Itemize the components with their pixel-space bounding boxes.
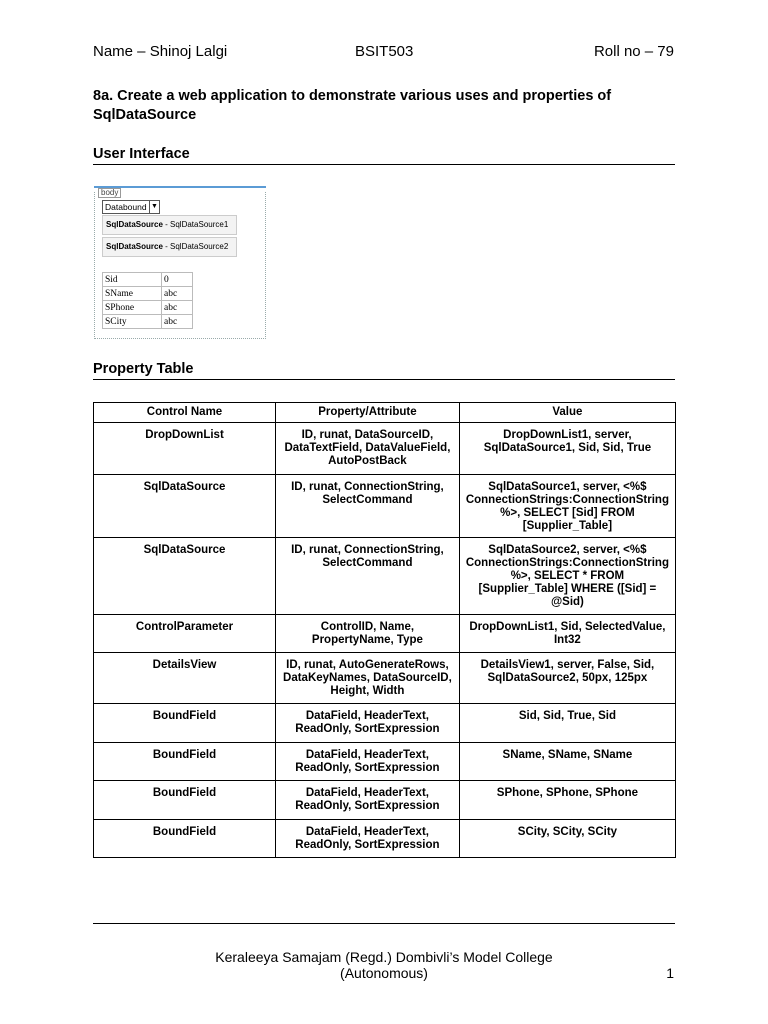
table-row [94,781,676,820]
table-row [94,743,676,781]
cell-property: ID, runat, ConnectionString, SelectCommand [276,538,460,615]
details-row [103,273,193,287]
sds1-label: - SqlDataSource1 [162,220,229,229]
details-row [103,287,193,301]
cell-property: DataField, HeaderText, ReadOnly, SortExpression [276,820,460,858]
sds1-type: SqlDataSource [106,220,163,229]
cell-value: SqlDataSource1, server, <%$ ConnectionStrings:ConnectionString %>, SELECT [Sid] FROM [Supplier_Table] [459,475,675,538]
dropdown-value: Databound [105,202,147,212]
cell-property: ControlID, Name, PropertyName, Type [276,615,460,653]
cell-control: BoundField [94,781,276,820]
cell-control: SqlDataSource [94,475,276,538]
cell-control: SqlDataSource [94,538,276,615]
footer-line-1: Keraleeya Samajam (Regd.) Dombivli’s Model College [215,949,553,965]
cell-value: SCity, SCity, SCity [459,820,675,858]
property-table [93,402,676,858]
cell-property: DataField, HeaderText, ReadOnly, SortExpression [276,743,460,781]
footer-divider [93,923,675,924]
cell-control: BoundField [94,704,276,743]
cell-property: ID, runat, AutoGenerateRows, DataKeyNames, DataSourceID, Height, Width [276,653,460,704]
section-property-table: Property Table [93,361,675,380]
details-value: abc [162,301,193,315]
details-view [102,272,193,329]
details-key: SCity [103,315,162,329]
cell-value: SPhone, SPhone, SPhone [459,781,675,820]
header-value: Value [459,403,675,423]
cell-value: Sid, Sid, True, Sid [459,704,675,743]
header-name: Name – Shinoj Lalgi [93,43,228,60]
page-number: 1 [666,965,674,981]
table-row [94,538,676,615]
sqldatasource1-box [102,215,237,235]
header-course: BSIT503 [355,43,414,60]
cell-control: DetailsView [94,653,276,704]
cell-property: ID, runat, ConnectionString, SelectCommand [276,475,460,538]
table-row [94,423,676,475]
table-row [94,704,676,743]
details-row [103,301,193,315]
details-value: 0 [162,273,193,287]
page-title: 8a. Create a web application to demonstrate various uses and properties of SqlDataSource [93,88,612,123]
footer-college [93,949,675,981]
table-header-row [94,403,676,423]
details-key: SPhone [103,301,162,315]
cell-property: ID, runat, DataSourceID, DataTextField, DataValueField, AutoPostBack [276,423,460,475]
cell-value: DropDownList1, Sid, SelectedValue, Int32 [459,615,675,653]
cell-property: DataField, HeaderText, ReadOnly, SortExpression [276,781,460,820]
cell-value: SqlDataSource2, server, <%$ ConnectionStrings:ConnectionString %>, SELECT * FROM [Supplier_Table] WHERE ([Sid] = @Sid) [459,538,675,615]
header-control-name: Control Name [94,403,276,423]
cell-value: SName, SName, SName [459,743,675,781]
cell-value: DetailsView1, server, False, Sid, SqlDataSource2, 50px, 125px [459,653,675,704]
details-value: abc [162,315,193,329]
header-property: Property/Attribute [276,403,460,423]
sds2-type: SqlDataSource [106,242,163,251]
sds2-label: - SqlDataSource2 [162,242,229,251]
cell-control: BoundField [94,820,276,858]
header-roll: Roll no – 79 [593,43,674,60]
details-key: Sid [103,273,162,287]
table-row [94,820,676,858]
details-row [103,315,193,329]
table-row [94,475,676,538]
cell-control: BoundField [94,743,276,781]
cell-control: DropDownList [94,423,276,475]
cell-property: DataField, HeaderText, ReadOnly, SortExpression [276,704,460,743]
table-row [94,653,676,704]
table-row [94,615,676,653]
designer-screenshot [94,186,266,338]
cell-value: DropDownList1, server, SqlDataSource1, Sid, Sid, True [459,423,675,475]
sqldatasource2-box [102,237,237,257]
chevron-down-icon: ▼ [149,201,159,213]
footer-line-2: (Autonomous) [340,965,428,981]
cell-control: ControlParameter [94,615,276,653]
details-value: abc [162,287,193,301]
body-tag: body [98,188,121,198]
dropdown-list [102,200,160,214]
details-key: SName [103,287,162,301]
section-user-interface: User Interface [93,146,675,165]
